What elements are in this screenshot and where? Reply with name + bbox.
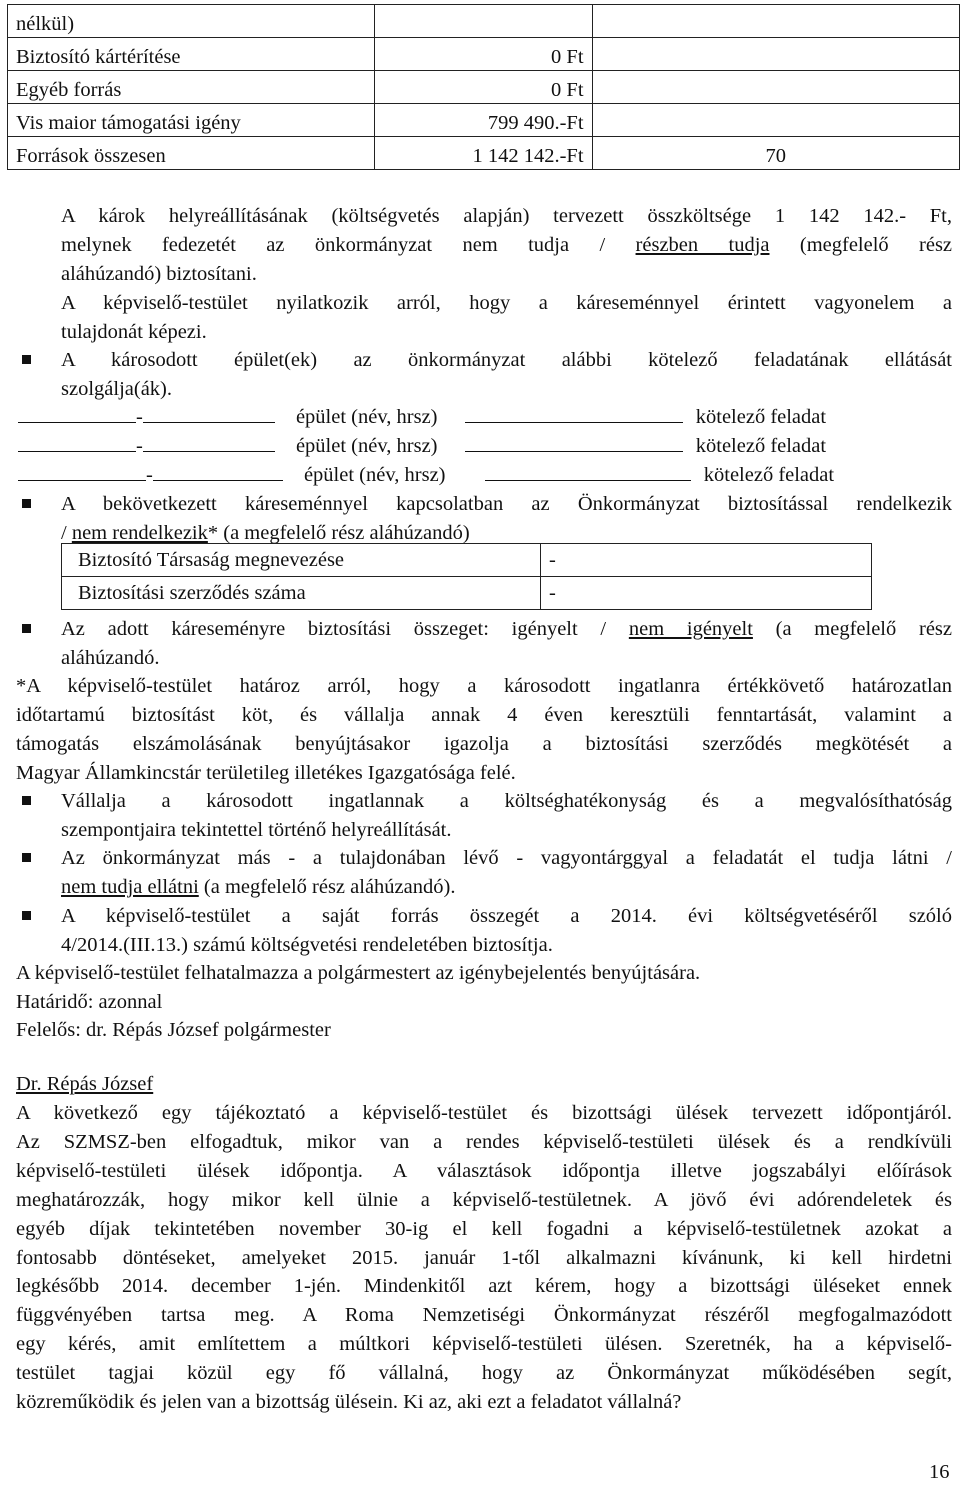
ownership-line1: A képviselő-testület nyilatkozik arról, hogy a káreseménnyel érintett vagyonelem a	[61, 292, 952, 314]
resolution-responsible: Felelős: dr. Répás József polgármester	[16, 1019, 331, 1041]
speech-line: egy kérés, amit említettem a múltkori képviselő-testületi ülésen. Szeretnék, ha a képviselő-	[16, 1333, 952, 1356]
speech-line: meghatározzák, hogy mikor kell ülnie a képviselő-testületnek. A jövő évi adórendeletek és	[16, 1188, 952, 1211]
funding-table-row	[8, 104, 960, 137]
bullet-icon	[22, 624, 31, 633]
bullet-icon	[22, 853, 31, 862]
cost-paragraph-line1: A károk helyreállításának (költségvetés alapján) tervezett összköltsége 1 142 142.- Ft,	[61, 205, 952, 227]
speech-line: A következő egy tájékoztató a képviselő-testület és bizottsági ülések tervezett időpontjáról.	[16, 1102, 952, 1124]
building-fill-line: - épület (név, hrsz) kötelező feladat	[18, 403, 826, 431]
resolution-deadline: Határidő: azonnal	[16, 991, 163, 1013]
funding-cell-value: 799 490.-Ft	[375, 104, 592, 137]
speaker-name: Dr. Répás József	[16, 1073, 154, 1095]
funding-cell-label: Egyéb forrás	[8, 71, 375, 104]
speech-line: képviselő-testületi ülések időpontja. A választások időpontja illetve jogszabályi előírások	[16, 1159, 952, 1182]
insurance-cell-label: Biztosító Társaság megnevezése	[62, 544, 541, 577]
bullet-icon	[22, 796, 31, 805]
funding-cell-extra	[592, 5, 959, 38]
own-source-line2: 4/2014.(III.13.) számú költségvetési rendeletében biztosítja.	[61, 934, 553, 956]
building-fill-line: - épület (név, hrsz) kötelező feladat	[18, 432, 826, 460]
insurance-cell-value: -	[541, 577, 872, 610]
funding-cell-value	[375, 5, 592, 38]
funding-cell-value: 0 Ft	[375, 71, 592, 104]
page-number: 16	[929, 1461, 950, 1483]
cost-efficiency-line2: szempontjaira tekintettel történő helyreállítását.	[61, 819, 452, 841]
funding-cell-label: Vis maior támogatási igény	[8, 104, 375, 137]
star-paragraph-line3: támogatás elszámolásának benyújtásakor igazolja a biztosítási szerződés megkötését a	[16, 733, 952, 755]
cost-paragraph-line3: aláhúzandó) biztosítani.	[61, 263, 257, 285]
funding-cell-label: Források összesen	[8, 137, 375, 170]
building-fill-line: - épület (név, hrsz) kötelező feladat	[18, 461, 834, 489]
speech-line: testület tagjai közül egy fő vállalná, hogy az Önkormányzat működésében segít,	[16, 1362, 952, 1385]
insurance-table	[61, 543, 872, 610]
cost-paragraph-line2: melynek fedezetét az önkormányzat nem tudja / részben tudja (megfelelő rész	[61, 234, 953, 256]
funding-cell-extra: 70	[592, 137, 959, 170]
funding-cell-label: Biztosító kártérítése	[8, 38, 375, 71]
own-source-line1: A képviselő-testület a saját forrás összegét a 2014. évi költségvetéséről szóló	[61, 905, 952, 927]
speech-line: legkésőbb 2014. december 1-jén. Mindenkitől azt kérem, hogy a bizottsági üléseket ennek	[16, 1275, 952, 1298]
insurance-line2: / nem rendelkezik* (a megfelelő rész aláhúzandó)	[61, 522, 470, 544]
bullet-icon	[22, 499, 31, 508]
ownership-line2: tulajdonát képezi.	[61, 321, 207, 343]
insurance-table-row	[62, 544, 872, 577]
funding-cell-label: nélkül)	[8, 5, 375, 38]
funding-cell-extra	[592, 71, 959, 104]
insurance-line1: A bekövetkezett káreseménnyel kapcsolatban az Önkormányzat biztosítással rendelkezik	[61, 493, 952, 515]
funding-cell-extra	[592, 104, 959, 137]
resolution-authorize: A képviselő-testület felhatalmazza a polgármestert az igénybejelentés benyújtására.	[16, 962, 701, 984]
bullet-icon	[22, 355, 31, 364]
star-paragraph-line2: időtartamú biztosítást köt, és vállalja annak 4 éven keresztüli fenntartását, valamint a	[16, 704, 952, 726]
buildings-line1: A károsodott épület(ek) az önkormányzat alábbi kötelező feladatának ellátását	[61, 349, 952, 371]
speech-line: egyéb díjak tekintetében november 30-ig el kell fogadni a képviselő-testületnek azokat a	[16, 1217, 952, 1240]
insurance-cell-value: -	[541, 544, 872, 577]
star-paragraph-line1: *A képviselő-testület határoz arról, hogy a károsodott ingatlanra értékkövető határozatlan	[16, 675, 952, 697]
funding-table	[7, 4, 960, 170]
speech-line: Az SZMSZ-ben elfogadtuk, mikor van a rendes képviselő-testületi ülések és a rendkívüli	[16, 1130, 952, 1153]
other-asset-line1: Az önkormányzat más - a tulajdonában lévő - vagyontárggyal a feladatát el tudja látni /	[61, 847, 952, 869]
funding-table-row	[8, 137, 960, 170]
claim-line1: Az adott káreseményre biztosítási összeget: igényelt / nem igényelt (a megfelelő rész	[61, 618, 952, 640]
star-paragraph-line4: Magyar Államkincstár területileg illetékes Igazgatósága felé.	[16, 762, 516, 784]
funding-cell-value: 1 142 142.-Ft	[375, 137, 592, 170]
bullet-icon	[22, 911, 31, 920]
speech-line: függvényében tartsa meg. A Roma Nemzetiségi Önkormányzat részéről megfogalmazódott	[16, 1304, 952, 1327]
buildings-line2: szolgálja(ák).	[61, 378, 172, 400]
cost-efficiency-line1: Vállalja a károsodott ingatlannak a költséghatékonyság és a megvalósíthatóság	[61, 790, 952, 812]
funding-table-row	[8, 5, 960, 38]
speech-last-line: közreműködik és jelen van a bizottság ülésein. Ki az, aki ezt a feladatot vállalná?	[16, 1391, 682, 1413]
claim-line2: aláhúzandó.	[61, 647, 160, 669]
funding-cell-extra	[592, 38, 959, 71]
funding-cell-value: 0 Ft	[375, 38, 592, 71]
funding-table-row	[8, 38, 960, 71]
insurance-cell-label: Biztosítási szerződés száma	[62, 577, 541, 610]
funding-table-row	[8, 71, 960, 104]
speech-line: fontosabb döntéseket, amelyeket 2015. január 1-től alkalmazni kívánunk, ki kell hirdetni	[16, 1246, 952, 1269]
insurance-table-row	[62, 577, 872, 610]
other-asset-line2: nem tudja ellátni (a megfelelő rész aláhúzandó).	[61, 876, 456, 898]
